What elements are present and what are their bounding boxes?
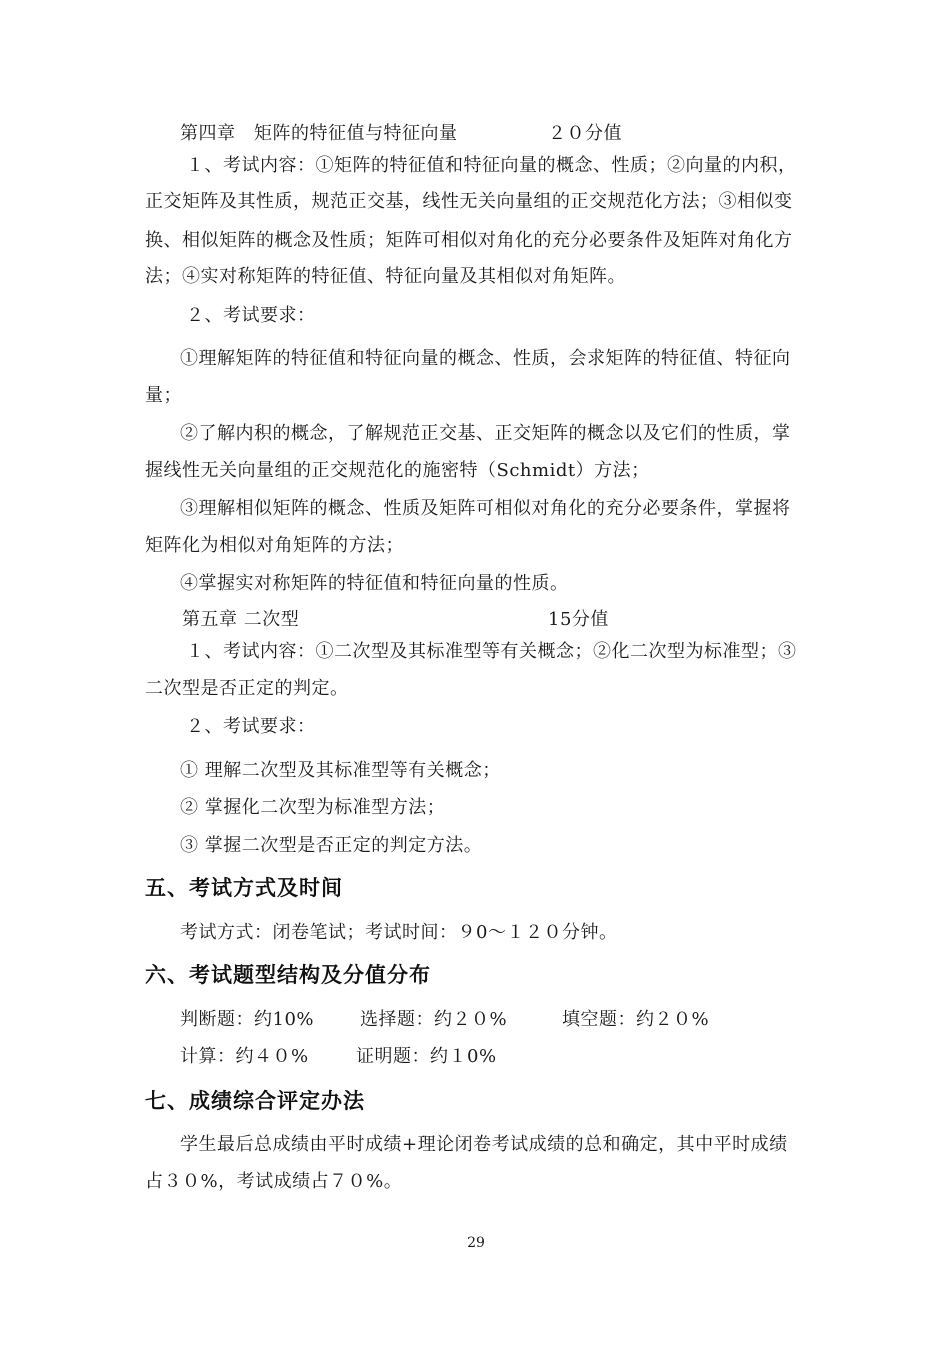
chapter5-title: 第五章 二次型 xyxy=(182,609,300,630)
section7-heading: 七、成绩综合评定办法 xyxy=(145,1089,365,1113)
question-type-choice: 选择题：约２０% xyxy=(360,1009,508,1030)
section7-text-line: 占３０%，考试成绩占７０%。 xyxy=(145,1171,403,1192)
page-number: 29 xyxy=(467,1235,485,1251)
chapter4-title: 第四章 矩阵的特征值与特征向量 xyxy=(180,123,458,144)
chapter4-requirement-line: 矩阵化为相似对角矩阵的方法； xyxy=(145,535,404,556)
chapter4-requirements-label: ２、考试要求： xyxy=(186,305,316,326)
question-type-fill-blank: 填空题：约２０% xyxy=(562,1009,710,1030)
chapter5-requirement-line: ③ 掌握二次型是否正定的判定方法。 xyxy=(180,835,483,856)
chapter5-requirement-line: ② 掌握化二次型为标准型方法； xyxy=(180,797,446,818)
chapter4-requirement-line: ③理解相似矩阵的概念、性质及矩阵可相似对角化的充分必要条件，掌握将 xyxy=(180,498,791,519)
chapter4-content-line: 法；④实对称矩阵的特征值、特征向量及其相似对角矩阵。 xyxy=(145,266,626,287)
chapter4-requirement-line: ②了解内积的概念，了解规范正交基、正交矩阵的概念以及它们的性质，掌 xyxy=(180,423,791,444)
question-type-proof: 证明题：约１0% xyxy=(356,1046,497,1067)
chapter4-content-line: 换、相似矩阵的概念及性质；矩阵可相似对角化的充分必要条件及矩阵对角化方 xyxy=(145,230,793,251)
chapter4-requirement-line: ①理解矩阵的特征值和特征向量的概念、性质，会求矩阵的特征值、特征向 xyxy=(180,348,791,369)
question-type-judgment: 判断题：约10% xyxy=(180,1009,315,1030)
section7-text-line: 学生最后总成绩由平时成绩+理论闭卷考试成绩的总和确定，其中平时成绩 xyxy=(180,1134,788,1155)
chapter4-content-line: 正交矩阵及其性质，规范正交基，线性无关向量组的正交规范化方法；③相似变 xyxy=(145,191,793,212)
chapter5-requirements-label: ２、考试要求： xyxy=(186,716,316,737)
chapter5-score: 15分值 xyxy=(548,609,609,630)
chapter4-requirement-line: ④掌握实对称矩阵的特征值和特征向量的性质。 xyxy=(180,573,569,594)
chapter4-content-line: １、考试内容：①矩阵的特征值和特征向量的概念、性质；②向量的内积， xyxy=(186,155,797,176)
chapter5-content-line: 二次型是否正定的判定。 xyxy=(145,678,349,699)
section5-heading: 五、考试方式及时间 xyxy=(145,876,343,900)
question-type-calculation: 计算：约４０% xyxy=(180,1046,309,1067)
section5-text: 考试方式：闭卷笔试；考试时间：９0～１２０分钟。 xyxy=(180,922,618,943)
chapter4-score: ２０分值 xyxy=(548,123,622,144)
chapter5-content-line: １、考试内容：①二次型及其标准型等有关概念；②化二次型为标准型；③ xyxy=(186,641,797,662)
section6-heading: 六、考试题型结构及分值分布 xyxy=(145,963,431,987)
chapter5-requirement-line: ① 理解二次型及其标准型等有关概念； xyxy=(180,760,501,781)
chapter4-requirement-line: 握线性无关向量组的正交规范化的施密特（Schmidt）方法； xyxy=(145,460,650,481)
chapter4-requirement-line: 量； xyxy=(145,385,182,406)
